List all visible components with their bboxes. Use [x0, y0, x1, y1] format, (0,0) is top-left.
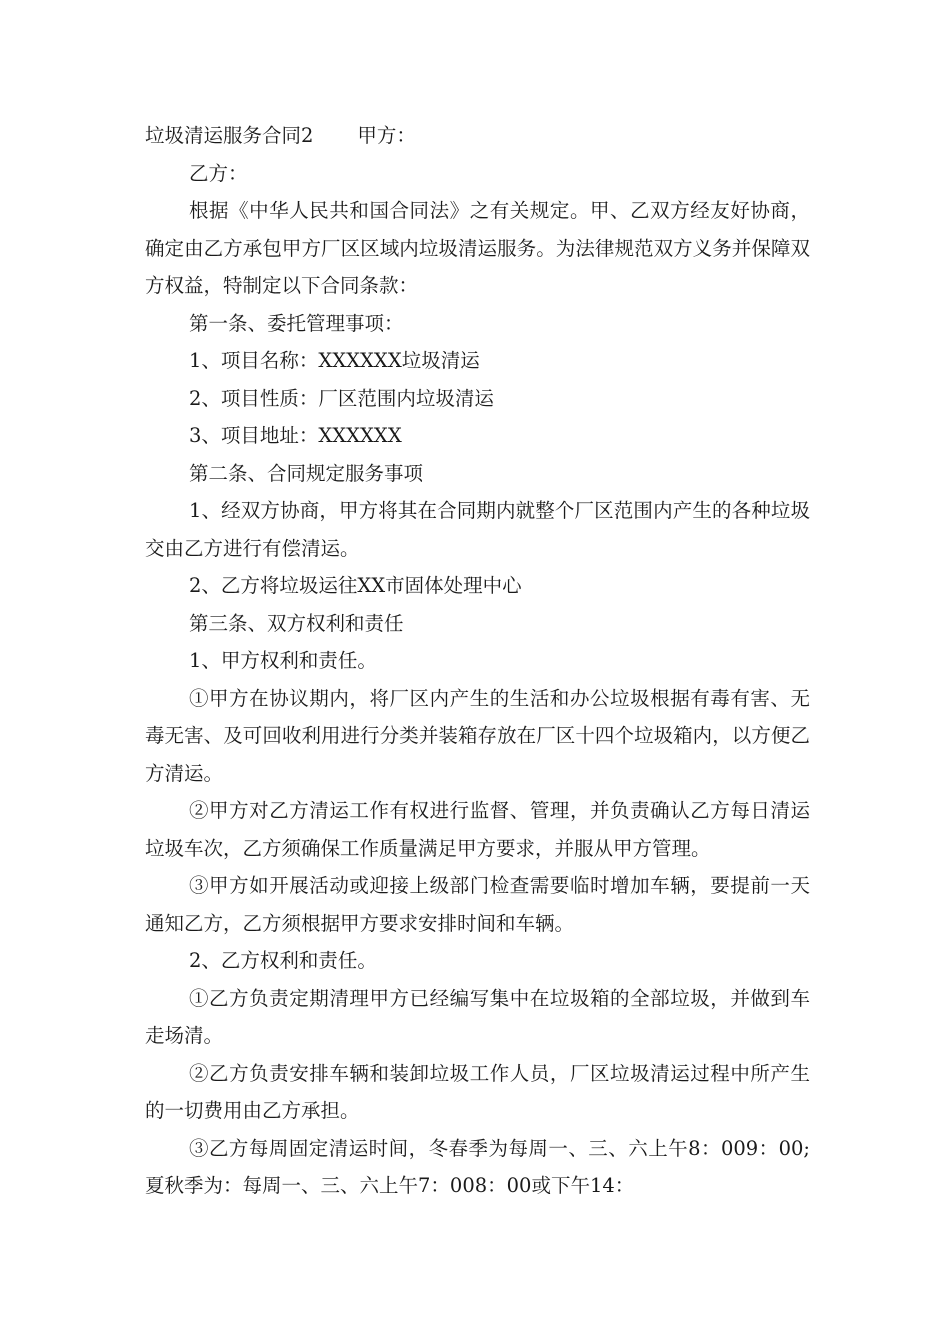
party-a-clause-2: ②甲方对乙方清运工作有权进行监督、管理，并负责确认乙方每日清运垃圾车次，乙方须确保工作质量满足甲方要求，并服从甲方管理。: [145, 799, 810, 860]
paragraph-preamble: 根据《中华人民共和国合同法》之有关规定。甲、乙双方经友好协商，确定由乙方承包甲方厂区区域内垃圾清运服务。为法律规范双方义务并保障双方权益，特制定以下合同条款：: [145, 199, 810, 297]
document-heading-line: [145, 117, 810, 155]
paragraph-party-b: 乙方：: [189, 161, 248, 185]
party-a-label: 甲方：: [357, 124, 416, 147]
party-b-clause-3: ③乙方每周固定清运时间，冬春季为每周一、三、六上午8：009：00;夏秋季为：每周一、三、六上午7：008：00或下午14：: [145, 1136, 810, 1197]
project-address: 3、项目地址：XXXXXX: [189, 424, 402, 447]
article-2-heading: 第二条、合同规定服务事项: [189, 461, 424, 485]
article-1-heading: 第一条、委托管理事项：: [189, 311, 404, 335]
party-b-clause-1: ①乙方负责定期清理甲方已经编写集中在垃圾箱的全部垃圾，并做到车走场清。: [145, 986, 810, 1047]
party-b-rights-heading: 2、乙方权利和责任。: [189, 949, 377, 972]
article-2-item-2: 2、乙方将垃圾运往XX市固体处理中心: [189, 574, 522, 597]
party-a-clause-3: ③甲方如开展活动或迎接上级部门检查需要临时增加车辆，要提前一天通知乙方，乙方须根据甲方要求安排时间和车辆。: [145, 874, 810, 935]
article-3-heading: 第三条、双方权利和责任: [189, 611, 404, 635]
project-name: 1、项目名称：XXXXXX垃圾清运: [189, 349, 480, 372]
party-a-rights-heading: 1、甲方权利和责任。: [189, 649, 377, 672]
party-a-clause-1: ①甲方在协议期内，将厂区内产生的生活和办公垃圾根据有毒有害、无毒无害、及可回收利用进行分类并装箱存放在厂区十四个垃圾箱内，以方便乙方清运。: [145, 686, 810, 785]
article-2-item-1: 1、经双方协商，甲方将其在合同期内就整个厂区范围内产生的各种垃圾交由乙方进行有偿清运。: [145, 499, 810, 560]
document-title: 垃圾清运服务合同2: [145, 124, 314, 147]
party-b-clause-2: ②乙方负责安排车辆和装卸垃圾工作人员，厂区垃圾清运过程中所产生的一切费用由乙方承担。: [145, 1061, 810, 1122]
project-nature: 2、项目性质：厂区范围内垃圾清运: [189, 386, 494, 410]
document-body: [145, 117, 810, 1205]
